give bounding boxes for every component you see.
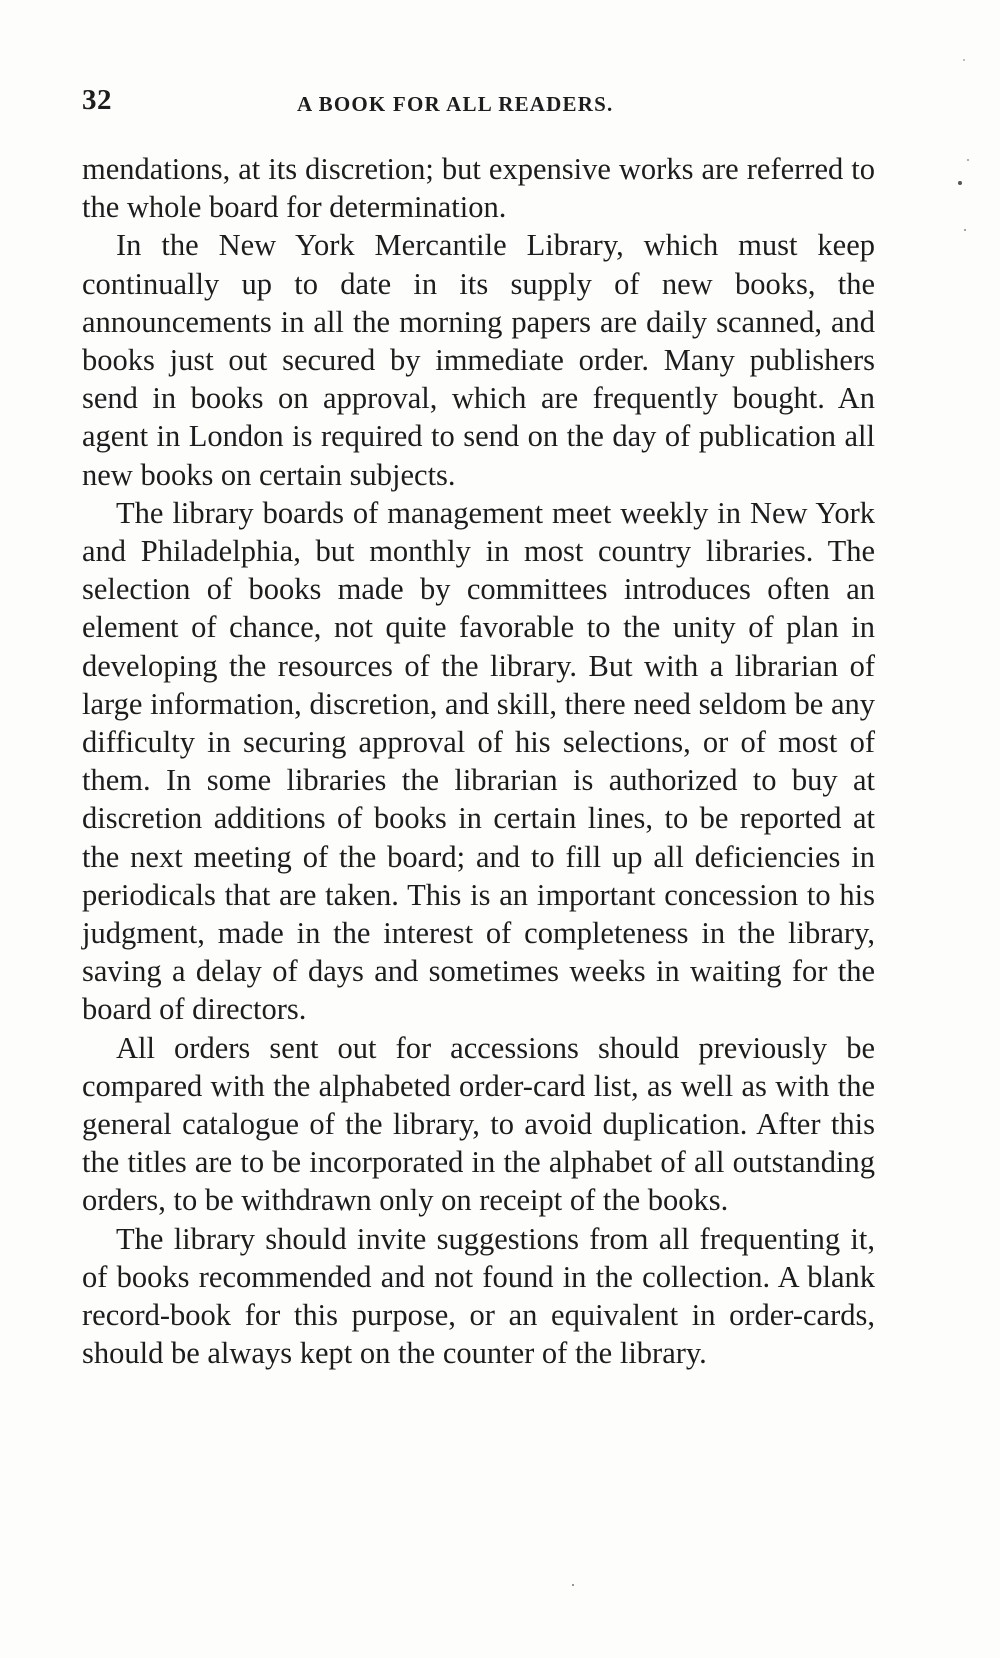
- paragraph-mercantile-library: In the New York Mercantile Library, which must keep continually up to date in its supply of new books, the announcements in all the morning papers are daily scanned, and books just out secured by immediate order. Many publishers send in books on approval, which are frequently bought. An agent in London is required to send on the day of publication all new books on certain subjects.: [82, 228, 875, 492]
- speck-mark: [964, 229, 966, 231]
- speck-mark: [958, 181, 962, 185]
- speck-mark: [963, 59, 965, 61]
- paragraph-orders-accessions: All orders sent out for accessions should previously be compared with the alphabeted order-card list, as well as with the general catalogue of the library, to avoid duplication. After this the titles are to be incorporated in the alphabet of all outstanding orders, to be withdrawn only on receipt of the books.: [82, 1030, 875, 1218]
- speck-mark: [967, 159, 969, 161]
- running-title: A BOOK FOR ALL READERS.: [297, 92, 614, 116]
- running-head: [82, 84, 922, 124]
- paragraph-continuation: mendations, at its discretion; but expensive works are referred to the whole board for determination.: [82, 152, 875, 225]
- body-text: [82, 150, 875, 1373]
- paragraph-library-boards: The library boards of management meet weekly in New York and Philadelphia, but monthly in most country libraries. The selection of books made by committees introduces often an element of chance, not quite favorable to the unity of plan in developing the resources of the library. But with a librarian of large information, discretion, and skill, there need seldom be any difficulty in securing approval of his selections, or of most of them. In some libraries the librarian is authorized to buy at discretion additions of books in certain lines, to be reported at the next meeting of the board; and to fill up all deficiencies in periodicals that are taken. This is an important concession to his judgment, made in the interest of completeness in the library, saving a delay of days and sometimes weeks in waiting for the board of directors.: [82, 495, 875, 1027]
- speck-mark: [572, 1584, 574, 1586]
- paragraph-suggestions: The library should invite suggestions from all frequenting it, of books recommended and not found in the collection. A blank record-book for this purpose, or an equivalent in order-cards, should be always kept on the counter of the library.: [82, 1221, 875, 1371]
- page-number: 32: [82, 84, 112, 116]
